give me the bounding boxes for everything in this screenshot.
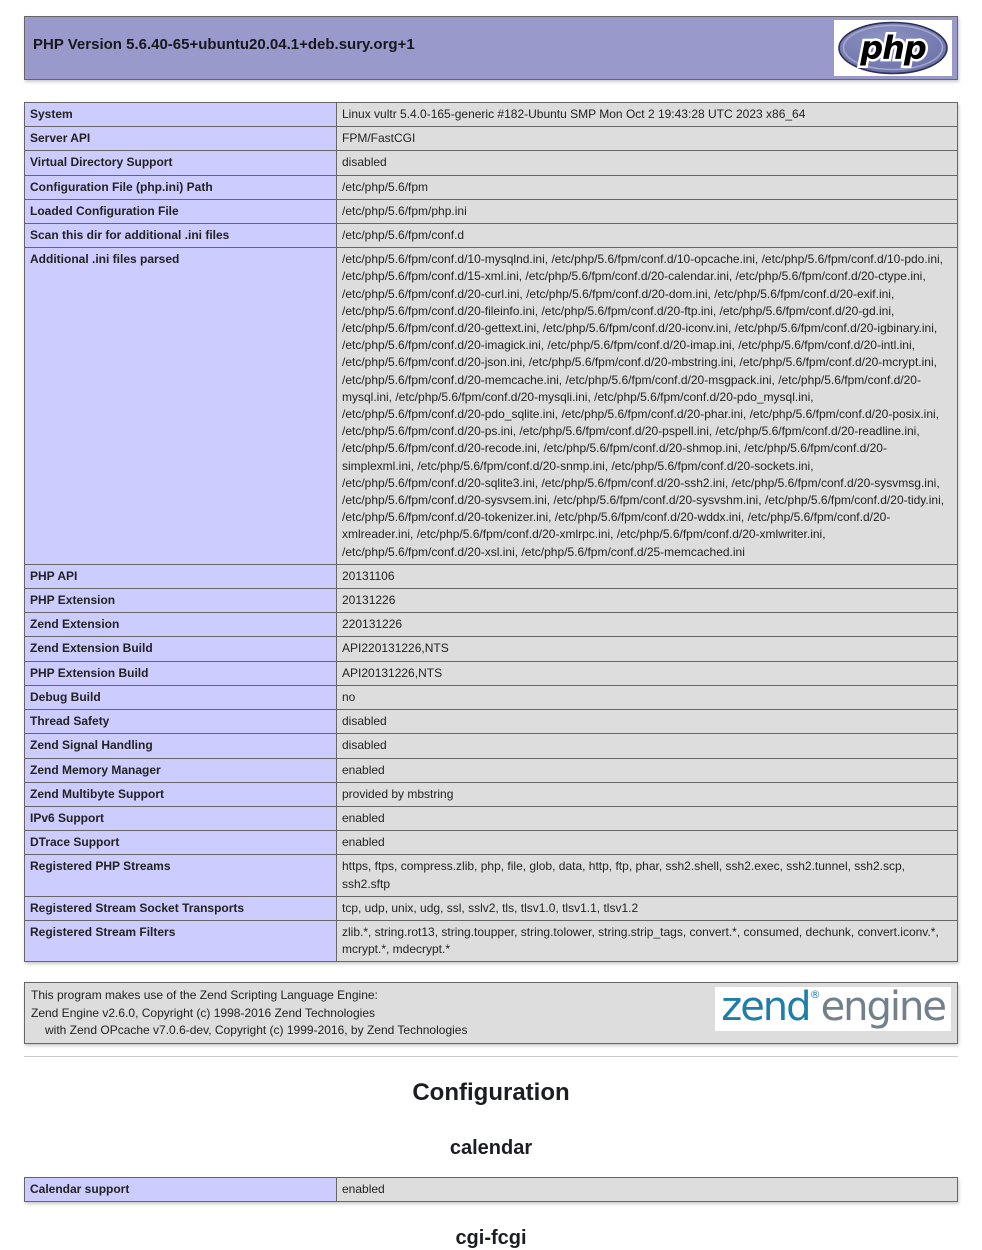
calendar-table	[24, 1177, 958, 1202]
row-value: no	[337, 685, 958, 709]
php-logo-icon	[835, 21, 951, 75]
zend-notice-cell	[25, 983, 958, 1044]
table-row	[25, 199, 958, 223]
table-row	[25, 896, 958, 920]
row-label: Debug Build	[25, 685, 337, 709]
table-row	[25, 103, 958, 127]
row-value: zlib.*, string.rot13, string.toupper, string.tolower, string.strip_tags, convert.*, consumed, dechunk, convert.iconv.*, mcrypt.*, mdecrypt.*	[337, 920, 958, 961]
row-value: /etc/php/5.6/fpm/conf.d/10-mysqlnd.ini, /etc/php/5.6/fpm/conf.d/10-opcache.ini, /etc/php/5.6/fpm/conf.d/10-pdo.ini, /etc/php/5.6/fpm/conf.d/15-xml.ini, /etc/php/5.6/fpm/conf.d/20-calendar.ini, /etc/php/5.6/fpm/conf.d/20-ctype.ini, /etc/php/5.6/fpm/conf.d/20-curl.ini, /etc/php/5.6/fpm/conf.d/20-dom.ini, /etc/php/5.6/fpm/conf.d/20-exif.ini, /etc/php/5.6/fpm/conf.d/20-fileinfo.ini, /etc/php/5.6/fpm/conf.d/20-ftp.ini, /etc/php/5.6/fpm/conf.d/20-gd.ini, /etc/php/5.6/fpm/conf.d/20-gettext.ini, /etc/php/5.6/fpm/conf.d/20-iconv.ini, /etc/php/5.6/fpm/conf.d/20-igbinary.ini, /etc/php/5.6/fpm/conf.d/20-imagick.ini, /etc/php/5.6/fpm/conf.d/20-imap.ini, /etc/php/5.6/fpm/conf.d/20-intl.ini, /etc/php/5.6/fpm/conf.d/20-json.ini, /etc/php/5.6/fpm/conf.d/20-mbstring.ini, /etc/php/5.6/fpm/conf.d/20-mcrypt.ini, /etc/php/5.6/fpm/conf.d/20-memcache.ini, /etc/php/5.6/fpm/conf.d/20-msgpack.ini, /etc/php/5.6/fpm/conf.d/20-mysql.ini, /etc/php/5.6/fpm/conf.d/20-mysqli.ini, /etc/php/5.6/fpm/conf.d/20-pdo_mysql.ini, /etc/php/5.6/fpm/conf.d/20-pdo_sqlite.ini, /etc/php/5.6/fpm/conf.d/20-phar.ini, /etc/php/5.6/fpm/conf.d/20-posix.ini, /etc/php/5.6/fpm/conf.d/20-ps.ini, /etc/php/5.6/fpm/conf.d/20-pspell.ini, /etc/php/5.6/fpm/conf.d/20-readline.ini, /etc/php/5.6/fpm/conf.d/20-recode.ini, /etc/php/5.6/fpm/conf.d/20-shmop.ini, /etc/php/5.6/fpm/conf.d/20-simplexml.ini, /etc/php/5.6/fpm/conf.d/20-snmp.ini, /etc/php/5.6/fpm/conf.d/20-sockets.ini, /etc/php/5.6/fpm/conf.d/20-sqlite3.ini, /etc/php/5.6/fpm/conf.d/20-ssh2.ini, /etc/php/5.6/fpm/conf.d/20-sysvmsg.ini, /etc/php/5.6/fpm/conf.d/20-sysvsem.ini, /etc/php/5.6/fpm/conf.d/20-sysvshm.ini, /etc/php/5.6/fpm/conf.d/20-tidy.ini, /etc/php/5.6/fpm/conf.d/20-tokenizer.ini, /etc/php/5.6/fpm/conf.d/20-wddx.ini, /etc/php/5.6/fpm/conf.d/20-xmlreader.ini, /etc/php/5.6/fpm/conf.d/20-xmlrpc.ini, /etc/php/5.6/fpm/conf.d/20-xmlwriter.ini, /etc/php/5.6/fpm/conf.d/20-xsl.ini, /etc/php/5.6/fpm/conf.d/25-memcached.ini	[337, 248, 958, 565]
php-logo[interactable]	[834, 20, 952, 76]
row-label: Registered PHP Streams	[25, 855, 337, 896]
row-value: API220131226,NTS	[337, 637, 958, 661]
row-value: enabled	[337, 806, 958, 830]
zend-notice-table	[24, 982, 958, 1044]
table-row	[25, 613, 958, 637]
row-label: Zend Extension Build	[25, 637, 337, 661]
table-row	[25, 855, 958, 896]
row-label: Calendar support	[25, 1177, 337, 1201]
divider	[24, 1056, 958, 1057]
table-row	[25, 685, 958, 709]
zend-notice-line: This program makes use of the Zend Scripting Language Engine:	[31, 988, 378, 1003]
row-label: IPv6 Support	[25, 806, 337, 830]
zend-notice-line: with Zend OPcache v7.0.6-dev, Copyright (c) 1999-2016, by Zend Technologies	[45, 1022, 468, 1037]
row-value: 220131226	[337, 613, 958, 637]
zend-notice-row	[25, 983, 958, 1044]
table-row	[25, 224, 958, 248]
row-value: tcp, udp, unix, udg, ssl, sslv2, tls, tlsv1.0, tlsv1.1, tlsv1.2	[337, 896, 958, 920]
header-row	[25, 17, 958, 80]
table-row	[25, 734, 958, 758]
row-label: Registered Stream Filters	[25, 920, 337, 961]
php-header-table	[24, 16, 958, 80]
row-label: Zend Multibyte Support	[25, 782, 337, 806]
row-label: Registered Stream Socket Transports	[25, 896, 337, 920]
table-row	[25, 175, 958, 199]
row-value: enabled	[337, 758, 958, 782]
configuration-heading: Configuration	[412, 1078, 570, 1106]
table-row	[25, 920, 958, 961]
row-label: PHP Extension	[25, 589, 337, 613]
row-label: Thread Safety	[25, 710, 337, 734]
row-value: API20131226,NTS	[337, 661, 958, 685]
row-value: /etc/php/5.6/fpm/php.ini	[337, 199, 958, 223]
table-row	[25, 710, 958, 734]
row-label: Virtual Directory Support	[25, 151, 337, 175]
row-label: Additional .ini files parsed	[25, 248, 337, 565]
system-info-table	[24, 102, 958, 962]
table-row	[25, 151, 958, 175]
row-value: https, ftps, compress.zlib, php, file, glob, data, http, ftp, phar, ssh2.shell, ssh2.exec, ssh2.tunnel, ssh2.scp, ssh2.sftp	[337, 855, 958, 896]
calendar-support-row	[25, 1177, 958, 1201]
row-value: /etc/php/5.6/fpm	[337, 175, 958, 199]
php-logo-text: php	[860, 29, 926, 67]
header-cell	[25, 17, 958, 80]
row-value: enabled	[337, 1177, 958, 1201]
row-label: Configuration File (php.ini) Path	[25, 175, 337, 199]
row-label: Scan this dir for additional .ini files	[25, 224, 337, 248]
registered-trademark-icon: ®	[809, 988, 821, 1002]
row-value: disabled	[337, 734, 958, 758]
row-label: Zend Memory Manager	[25, 758, 337, 782]
phpinfo-page	[0, 16, 982, 1250]
row-label: Zend Signal Handling	[25, 734, 337, 758]
row-value: FPM/FastCGI	[337, 127, 958, 151]
row-value: /etc/php/5.6/fpm/conf.d	[337, 224, 958, 248]
row-value: 20131106	[337, 564, 958, 588]
row-value: provided by mbstring	[337, 782, 958, 806]
table-row	[25, 589, 958, 613]
row-label: PHP API	[25, 564, 337, 588]
cgi-fcgi-section-heading: cgi-fcgi	[455, 1227, 527, 1250]
row-value: enabled	[337, 831, 958, 855]
page-title: PHP Version 5.6.40-65+ubuntu20.04.1+deb.sury.org+1	[33, 36, 415, 53]
zend-logo-text: zend	[721, 984, 810, 1031]
table-row	[25, 782, 958, 806]
table-row	[25, 806, 958, 830]
table-row	[25, 564, 958, 588]
row-value: Linux vultr 5.4.0-165-generic #182-Ubuntu SMP Mon Oct 2 19:43:28 UTC 2023 x86_64	[337, 103, 958, 127]
row-label: Zend Extension	[25, 613, 337, 637]
row-value: disabled	[337, 710, 958, 734]
row-label: PHP Extension Build	[25, 661, 337, 685]
table-row-ini-files	[25, 248, 958, 565]
zend-engine-logo[interactable]	[715, 984, 951, 1031]
row-label: DTrace Support	[25, 831, 337, 855]
table-row	[25, 831, 958, 855]
table-row	[25, 661, 958, 685]
row-label: System	[25, 103, 337, 127]
engine-logo-text: engine	[820, 984, 945, 1031]
table-row	[25, 758, 958, 782]
table-row	[25, 637, 958, 661]
calendar-section-heading: calendar	[449, 1136, 533, 1159]
row-label: Loaded Configuration File	[25, 199, 337, 223]
row-label: Server API	[25, 127, 337, 151]
table-row	[25, 127, 958, 151]
row-value: 20131226	[337, 589, 958, 613]
zend-notice-line: Zend Engine v2.6.0, Copyright (c) 1998-2016 Zend Technologies	[31, 1005, 375, 1020]
row-value: disabled	[337, 151, 958, 175]
